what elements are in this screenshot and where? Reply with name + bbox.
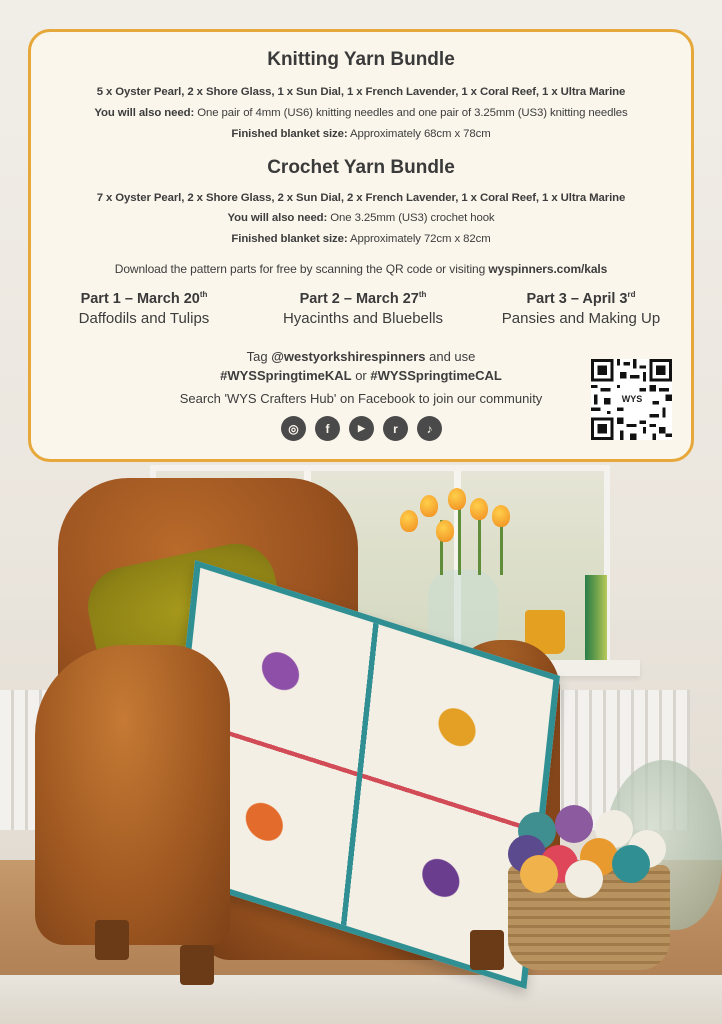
part-title xyxy=(34,290,254,307)
needs-text: One pair of 4mm (US6) knitting needles and one pair of 3.25mm (US3) knitting needles xyxy=(194,107,628,119)
social-icons xyxy=(281,416,441,442)
knitting-title: Knitting Yarn Bundle xyxy=(267,49,455,70)
qr-logo: WYS xyxy=(619,393,645,406)
size-label: Finished blanket size: xyxy=(231,233,348,245)
yarn-ball xyxy=(612,845,650,883)
part-2 xyxy=(253,290,473,327)
part-date-suffix: rd xyxy=(627,290,636,299)
tulip xyxy=(492,505,510,527)
part-3 xyxy=(471,290,691,327)
tiktok-icon[interactable]: ♪ xyxy=(417,416,442,441)
part-date: Part 3 – April 3 xyxy=(526,290,628,307)
tulip xyxy=(420,495,438,517)
part-date-suffix: th xyxy=(199,290,208,299)
part-subtitle: Hyacinths and Bluebells xyxy=(282,309,444,327)
tulip xyxy=(470,498,488,520)
part-date: Part 2 – March 27 xyxy=(299,290,419,307)
crochet-needs xyxy=(31,212,691,224)
part-title xyxy=(471,290,691,307)
instagram-icon[interactable]: ◎ xyxy=(281,416,306,441)
yarn-ball xyxy=(520,855,558,893)
part-subtitle: Daffodils and Tulips xyxy=(78,309,210,327)
facebook-icon[interactable]: f xyxy=(315,416,340,441)
crochet-size xyxy=(31,233,691,245)
size-label: Finished blanket size: xyxy=(231,128,348,140)
download-text: Download the pattern parts for free by scanning the QR code or visiting xyxy=(114,262,489,276)
yarn-ball xyxy=(565,860,603,898)
ravelry-icon[interactable]: r xyxy=(383,416,408,441)
hashtag-kal[interactable]: #WYSSpringtimeKAL xyxy=(220,368,352,383)
tulip xyxy=(400,510,418,532)
armchair-arm-left xyxy=(35,645,230,945)
rug xyxy=(0,975,722,1024)
part-date-suffix: th xyxy=(418,290,427,299)
youtube-icon[interactable]: ▶ xyxy=(349,416,374,441)
facebook-line: Search 'WYS Crafters Hub' on Facebook to join our community xyxy=(179,391,543,406)
tag-line xyxy=(121,349,601,364)
knitting-contents: 5 x Oyster Pearl, 2 x Shore Glass, 1 x Sun Dial, 1 x French Lavender, 1 x Coral Reef, 1 x Ultra Marine xyxy=(96,86,626,98)
hashtag-line xyxy=(121,368,601,383)
part-subtitle: Pansies and Making Up xyxy=(501,309,661,327)
parts-row xyxy=(31,290,691,334)
needs-label: You will also need: xyxy=(227,212,328,224)
knitting-needs xyxy=(31,107,691,119)
size-text: Approximately 68cm x 78cm xyxy=(347,128,491,140)
tulip xyxy=(436,520,454,542)
crochet-title: Crochet Yarn Bundle xyxy=(267,157,455,178)
tag-prefix: Tag xyxy=(246,349,272,364)
size-text: Approximately 72cm x 82cm xyxy=(347,233,491,245)
info-panel xyxy=(28,29,694,462)
download-link[interactable]: wyspinners.com/kals xyxy=(488,262,608,276)
needs-text: One 3.25mm (US3) crochet hook xyxy=(327,212,495,224)
part-date: Part 1 – March 20 xyxy=(80,290,200,307)
part-1 xyxy=(34,290,254,327)
or-text: or xyxy=(351,368,371,383)
download-line xyxy=(31,262,691,276)
tag-suffix: and use xyxy=(425,349,476,364)
knitting-size xyxy=(31,128,691,140)
crochet-contents: 7 x Oyster Pearl, 2 x Shore Glass, 2 x Sun Dial, 2 x French Lavender, 1 x Coral Reef, 1 x Ultra Marine xyxy=(96,192,626,204)
instagram-handle[interactable]: @westyorkshirespinners xyxy=(271,349,426,364)
part-title xyxy=(253,290,473,307)
hashtag-cal[interactable]: #WYSSpringtimeCAL xyxy=(370,368,502,383)
yarn-ball xyxy=(555,805,593,843)
books xyxy=(585,575,607,660)
needs-label: You will also need: xyxy=(94,107,195,119)
tulip xyxy=(448,488,466,510)
